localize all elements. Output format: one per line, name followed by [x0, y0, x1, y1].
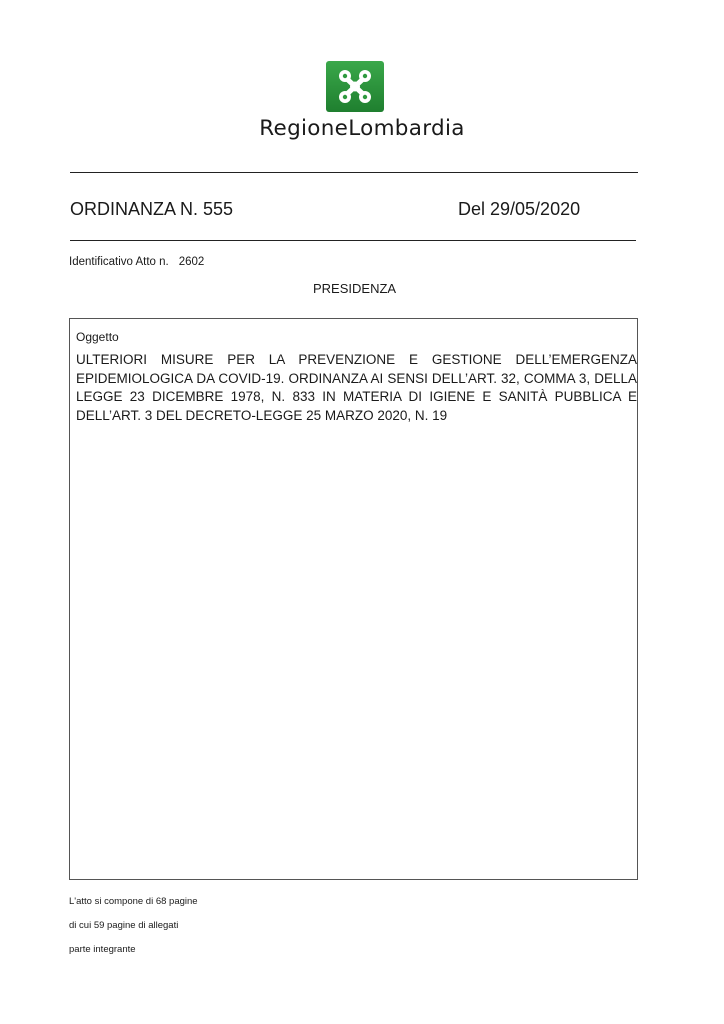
identificativo-atto [69, 256, 204, 268]
oggetto-text: ULTERIORI MISURE PER LA PREVENZIONE E GESTIONE DELL’EMERGENZA EPIDEMIOLOGICA DA COVID-19. ORDINANZA AI SENSI DELL’ART. 32, COMMA 3, DELLA LEGGE 23 DICEMBRE 1978, N. 833 IN MATERIA DI IGIENE E SANITÀ PUBBLICA E DELL’ART. 3 DEL DECRETO-LEGGE 25 MARZO 2020, N. 19 [76, 352, 637, 423]
footer-pages-attachments: di cui 59 pagine di allegati [69, 920, 179, 931]
top-divider [70, 172, 638, 173]
ordinanza-number: ORDINANZA N. 555 [70, 199, 234, 219]
ordinanza-date: Del 29/05/2020 [458, 199, 581, 219]
bottom-divider [70, 240, 636, 241]
footer-pages-total: L'atto si compone di 68 pagine [69, 896, 198, 907]
oggetto-label: Oggetto [76, 330, 119, 344]
identificativo-value: 2602 [178, 256, 205, 268]
brand-name: RegioneLombardia [259, 116, 465, 141]
regione-lombardia-rose-icon [326, 61, 384, 112]
section-title: PRESIDENZA [313, 281, 397, 296]
oggetto-box [69, 318, 638, 880]
identificativo-label: Identificativo Atto n. [69, 256, 169, 268]
footer-integral-part: parte integrante [69, 944, 136, 955]
